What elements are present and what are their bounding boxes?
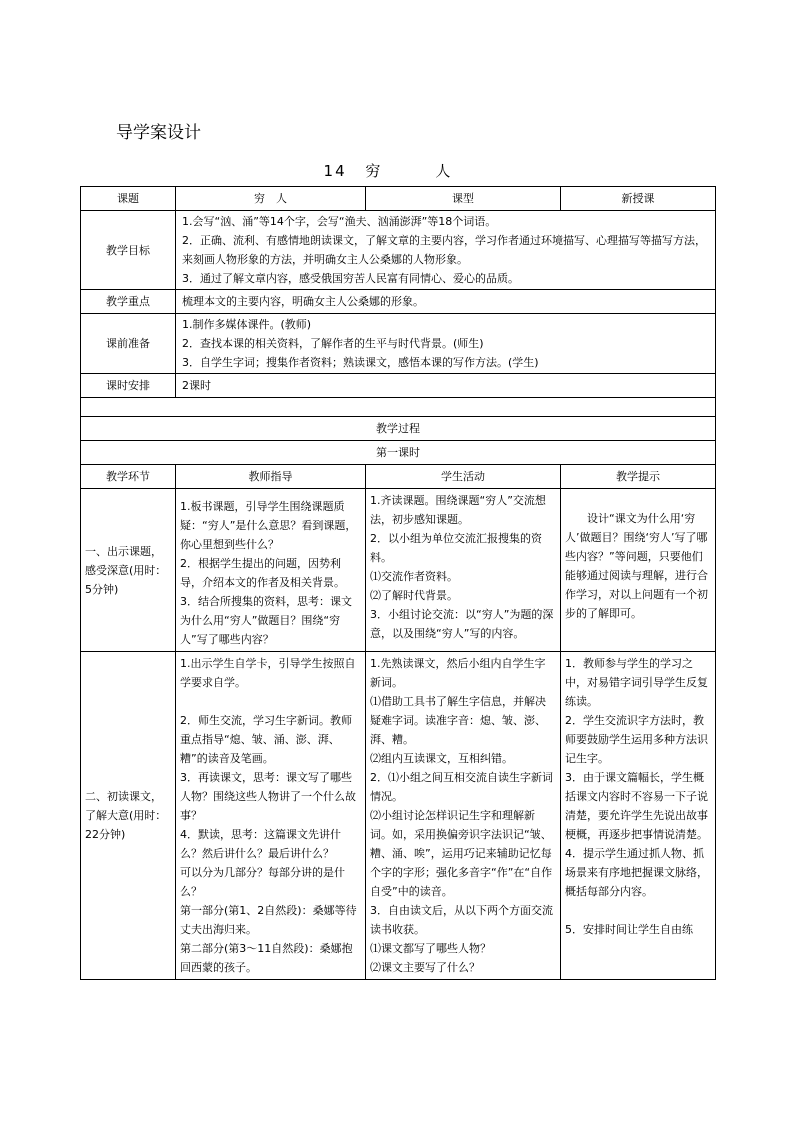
teacher-step: 3．结合所搜集的资料，思考：课文为什么用“穷人”做题目？围绕“穷人”写了哪些内容？	[180, 595, 352, 646]
spacer-row	[81, 398, 716, 417]
type-value: 新授课	[561, 187, 716, 211]
teacher-step: 4．默读，思考：这篇课文先讲什么？然后讲什么？最后讲什么？	[180, 828, 341, 860]
lesson-title	[0, 160, 794, 181]
preparation-row	[81, 314, 716, 374]
student-step: ⑴借助工具书了解生字信息，并解决疑难字词。读准字音：熄、皱、澎、湃、糟。	[370, 695, 546, 746]
objective-item: 2．正确、流利、有感情地朗读课文，了解文章的主要内容，学习作者通过环境描写、心理描写等描写方法，来刻画人物形象的方法，并明确女主人公桑娜的人物形象。	[182, 234, 706, 266]
teacher-step: 第二部分(第3～11自然段)：桑娜抱回西蒙的孩子。	[180, 942, 353, 974]
student-activity	[366, 489, 561, 652]
preparation-item: 1.制作多媒体课件。(教师)	[182, 318, 312, 331]
lesson-name: 穷 人	[365, 162, 471, 180]
column-header-row	[81, 465, 716, 489]
process-title: 教学过程	[81, 417, 716, 441]
teacher-step: 1.出示学生自学卡，引导学生按照自学要求自学。	[180, 657, 356, 689]
period-title-row	[81, 441, 716, 465]
hint-text: 5．安排时间让学生自由练	[565, 923, 693, 936]
topic-value: 穷 人	[176, 187, 366, 211]
type-label: 课型	[366, 187, 561, 211]
process-title-row	[81, 417, 716, 441]
student-step: 3．小组讨论交流：以“穷人”为题的深意，以及围绕“穷人”写的内容。	[370, 608, 554, 640]
student-step: ⑵了解时代背景。	[370, 589, 458, 602]
schedule-text: 2课时	[176, 374, 716, 398]
stage-name: 二、初读课文，了解大意(用时：22分钟)	[81, 652, 176, 980]
student-step: 2．以小组为单位交流汇报搜集的资料。	[370, 532, 542, 564]
teacher-step: 2．根据学生提出的问题，因势利导，介绍本文的作者及相关背景。	[180, 557, 345, 589]
hint-text: 3．由于课文篇幅长，学生概括课文内容时不容易一下子说清楚，要允许学生先说出故事梗概，再逐步把事情说清楚。	[565, 771, 708, 841]
teacher-step: 2．师生交流，学习生字新词。教师重点指导“熄、皱、涌、澎、湃、糟”的读音及笔画。	[180, 714, 352, 765]
student-step: ⑴交流作者资料。	[370, 570, 458, 583]
student-step: 3．自由读文后，从以下两个方面交流读书收获。	[370, 904, 553, 936]
student-step: ⑵课文主要写了什么？	[370, 961, 480, 974]
teacher-guidance	[176, 652, 366, 980]
preparation-label: 课前准备	[81, 314, 176, 374]
document-heading: 导学案设计	[116, 123, 201, 143]
objective-item: 1.会写“汹、涌”等14个字，会写“渔夫、汹涌澎湃”等18个词语。	[182, 215, 497, 228]
objective-item: 3．通过了解文章内容，感受俄国穷苦人民富有同情心、爱心的品质。	[182, 272, 519, 285]
student-step: 2．⑴小组之间互相交流自读生字新词情况。	[370, 771, 553, 803]
objectives-content	[176, 211, 716, 290]
teacher-step: 可以分为几部分？每部分讲的是什么？	[180, 866, 345, 898]
student-step: ⑵组内互读课文，互相纠错。	[370, 752, 513, 765]
schedule-row	[81, 374, 716, 398]
hint-text: 设计“课文为什么用‘穷人’做题目？围绕‘穷人’写了哪些内容？”等问题，只要他们能够通过阅读与理解，进行合作学习，对以上问题有一个初步的了解即可。	[565, 512, 708, 620]
student-step: 1.齐读课题。围绕课题“穷人”交流想法，初步感知课题。	[370, 494, 546, 526]
preparation-content	[176, 314, 716, 374]
stage-row	[81, 489, 716, 652]
preparation-item: 3．自学生字词；搜集作者资料；熟读课文，感悟本课的写作方法。(学生)	[182, 356, 539, 369]
column-header: 教学环节	[81, 465, 176, 489]
column-header: 教学提示	[561, 465, 716, 489]
key-points-row	[81, 290, 716, 314]
stage-name: 一、出示课题，感受深意(用时：5分钟)	[81, 489, 176, 652]
student-step: ⑵小组讨论怎样识记生字和理解新词。如，采用换偏旁识字法识记“皱、糟、涌、唉”，运用巧记来辅助记忆每个字的字形；强化多音字“作”在“自作自受”中的读音。	[370, 809, 553, 898]
key-points-label: 教学重点	[81, 290, 176, 314]
teacher-step: 1.板书课题，引导学生围绕课题质疑：“穷人”是什么意思？看到课题，你心里想到些什么？	[180, 500, 357, 551]
objectives-label: 教学目标	[81, 211, 176, 290]
stage-row	[81, 652, 716, 980]
column-header: 教师指导	[176, 465, 366, 489]
lesson-number: 14	[323, 162, 347, 180]
key-points-text: 梳理本文的主要内容，明确女主人公桑娜的形象。	[176, 290, 716, 314]
hint-text: 1．教师参与学生的学习之中，对易错字词引导学生反复练读。	[565, 657, 708, 708]
student-activity	[366, 652, 561, 980]
hint-text: 2．学生交流识字方法时，教师要鼓励学生运用多种方法识记生字。	[565, 714, 708, 765]
header-row	[81, 187, 716, 211]
student-step: 1.先熟读课文，然后小组内自学生字新词。	[370, 657, 546, 689]
student-step: ⑴课文都写了哪些人物？	[370, 942, 491, 955]
teacher-step: 3．再读课文，思考：课文写了哪些人物？围绕这些人物讲了一个什么故事？	[180, 771, 356, 822]
topic-label: 课题	[81, 187, 176, 211]
schedule-label: 课时安排	[81, 374, 176, 398]
column-header: 学生活动	[366, 465, 561, 489]
teacher-guidance	[176, 489, 366, 652]
teacher-step: 第一部分(第1、2自然段)：桑娜等待丈夫出海归来。	[180, 904, 357, 936]
teaching-hint	[561, 489, 716, 652]
preparation-item: 2．查找本课的相关资料，了解作者的生平与时代背景。(师生)	[182, 337, 484, 350]
lesson-plan-table	[80, 186, 716, 980]
hint-text: 4．提示学生通过抓人物、抓场景来有序地把握课文脉络，概括每部分内容。	[565, 847, 708, 898]
period-title: 第一课时	[81, 441, 716, 465]
objectives-row	[81, 211, 716, 290]
teaching-hint	[561, 652, 716, 980]
